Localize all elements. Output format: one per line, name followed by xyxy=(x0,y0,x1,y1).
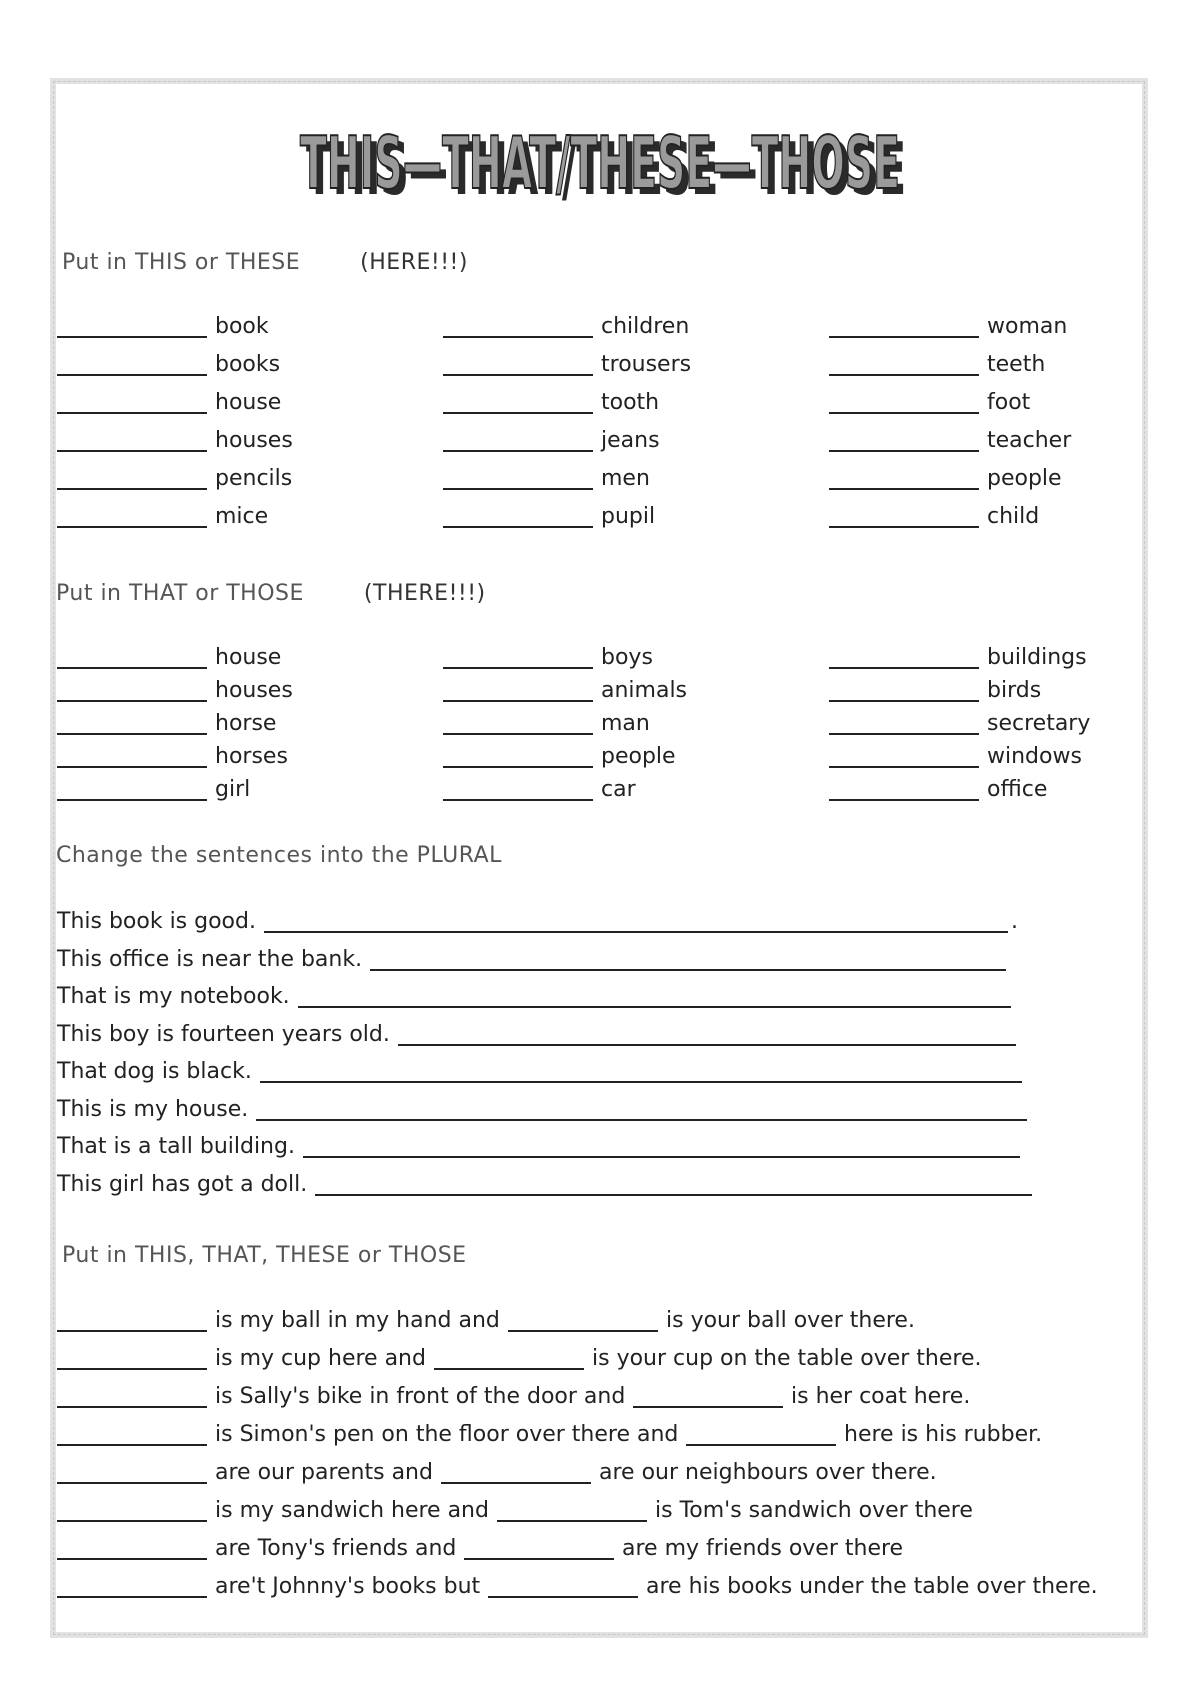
section1-instruction: Put in THIS or THESE (HERE!!!) xyxy=(62,250,468,275)
sentence-part: is your ball over there. xyxy=(666,1308,915,1333)
sentence-part: here is his rubber. xyxy=(844,1422,1043,1447)
answer-blank[interactable] xyxy=(443,766,593,768)
worksheet-title xyxy=(0,112,1200,212)
answer-blank[interactable] xyxy=(57,1482,207,1484)
sentence: This boy is fourteen years old. xyxy=(57,1022,390,1047)
sentence-answer-line[interactable] xyxy=(398,1044,1016,1046)
word-item: buildings xyxy=(987,645,1087,670)
answer-blank[interactable] xyxy=(443,450,593,452)
word-item: books xyxy=(215,352,281,377)
sentence-answer-line[interactable] xyxy=(303,1156,1020,1158)
section2-instruction: Put in THAT or THOSE (THERE!!!) xyxy=(56,581,486,606)
answer-blank[interactable] xyxy=(57,488,207,490)
word-item: birds xyxy=(987,678,1042,703)
word-item: horses xyxy=(215,744,288,769)
answer-blank[interactable] xyxy=(57,700,207,702)
answer-blank[interactable] xyxy=(633,1406,783,1408)
word-item: car xyxy=(601,777,636,802)
word-item: book xyxy=(215,314,269,339)
sentence-part: is my sandwich here and xyxy=(215,1498,489,1523)
word-item: animals xyxy=(601,678,688,703)
answer-blank[interactable] xyxy=(443,488,593,490)
word-item: people xyxy=(601,744,676,769)
sentence-answer-line[interactable] xyxy=(264,931,1008,933)
answer-blank[interactable] xyxy=(829,700,979,702)
word-item: houses xyxy=(215,678,293,703)
word-item: office xyxy=(987,777,1048,802)
word-item: tooth xyxy=(601,390,660,415)
answer-blank[interactable] xyxy=(443,412,593,414)
answer-blank[interactable] xyxy=(829,733,979,735)
answer-blank[interactable] xyxy=(829,766,979,768)
answer-blank[interactable] xyxy=(829,336,979,338)
word-item: foot xyxy=(987,390,1031,415)
answer-blank[interactable] xyxy=(57,412,207,414)
answer-blank[interactable] xyxy=(443,336,593,338)
word-item: mice xyxy=(215,504,269,529)
answer-blank[interactable] xyxy=(443,667,593,669)
answer-blank[interactable] xyxy=(57,374,207,376)
word-item: boys xyxy=(601,645,653,670)
answer-blank[interactable] xyxy=(441,1482,591,1484)
word-item: teacher xyxy=(987,428,1072,453)
word-item: horse xyxy=(215,711,277,736)
title-shadow: THIS—THAT/THESE—THOSE xyxy=(306,127,906,211)
answer-blank[interactable] xyxy=(57,766,207,768)
answer-blank[interactable] xyxy=(443,374,593,376)
answer-blank[interactable] xyxy=(497,1520,647,1522)
answer-blank[interactable] xyxy=(443,733,593,735)
answer-blank[interactable] xyxy=(829,488,979,490)
word-item: houses xyxy=(215,428,293,453)
sentence-answer-line[interactable] xyxy=(298,1006,1011,1008)
word-item: girl xyxy=(215,777,251,802)
answer-blank[interactable] xyxy=(57,336,207,338)
sentence-part: is your cup on the table over there. xyxy=(592,1346,982,1371)
word-item: pencils xyxy=(215,466,293,491)
answer-blank[interactable] xyxy=(829,374,979,376)
answer-blank[interactable] xyxy=(443,700,593,702)
section3-instruction: Change the sentences into the PLURAL xyxy=(56,843,502,868)
sentence: This is my house. xyxy=(57,1097,249,1122)
answer-blank[interactable] xyxy=(829,667,979,669)
sentence-answer-line[interactable] xyxy=(260,1081,1022,1083)
answer-blank[interactable] xyxy=(57,1406,207,1408)
answer-blank[interactable] xyxy=(829,412,979,414)
sentence-answer-line[interactable] xyxy=(315,1194,1032,1196)
sentence-part: are Tony's friends and xyxy=(215,1536,457,1561)
answer-blank[interactable] xyxy=(57,1368,207,1370)
word-item: children xyxy=(601,314,690,339)
answer-blank[interactable] xyxy=(57,450,207,452)
answer-blank[interactable] xyxy=(508,1330,658,1332)
word-item: house xyxy=(215,645,282,670)
answer-blank[interactable] xyxy=(434,1368,584,1370)
answer-blank[interactable] xyxy=(57,799,207,801)
sentence: This book is good. xyxy=(57,909,256,934)
word-item: pupil xyxy=(601,504,656,529)
answer-blank[interactable] xyxy=(57,1596,207,1598)
sentence-period: . xyxy=(1011,909,1018,934)
sentence-part: are't Johnny's books but xyxy=(215,1574,481,1599)
word-item: people xyxy=(987,466,1062,491)
sentence-answer-line[interactable] xyxy=(256,1119,1027,1121)
sentence-part: are our parents and xyxy=(215,1460,433,1485)
answer-blank[interactable] xyxy=(57,1558,207,1560)
sentence-part: is her coat here. xyxy=(791,1384,971,1409)
word-item: men xyxy=(601,466,650,491)
answer-blank[interactable] xyxy=(57,1520,207,1522)
answer-blank[interactable] xyxy=(488,1596,638,1598)
word-item: trousers xyxy=(601,352,692,377)
sentence-part: is my ball in my hand and xyxy=(215,1308,500,1333)
sentence-part: is my cup here and xyxy=(215,1346,426,1371)
answer-blank[interactable] xyxy=(57,667,207,669)
answer-blank[interactable] xyxy=(829,799,979,801)
word-item: woman xyxy=(987,314,1068,339)
answer-blank[interactable] xyxy=(57,1330,207,1332)
word-item: man xyxy=(601,711,650,736)
answer-blank[interactable] xyxy=(686,1444,836,1446)
sentence-part: are our neighbours over there. xyxy=(599,1460,937,1485)
sentence-part: are my friends over there xyxy=(622,1536,904,1561)
answer-blank[interactable] xyxy=(464,1558,614,1560)
sentence: That is my notebook. xyxy=(57,984,290,1009)
word-item: jeans xyxy=(601,428,660,453)
sentence-part: is Tom's sandwich over there xyxy=(655,1498,973,1523)
sentence: That dog is black. xyxy=(57,1059,252,1084)
sentence-part: is Simon's pen on the floor over there and xyxy=(215,1422,679,1447)
sentence: This office is near the bank. xyxy=(57,947,363,972)
answer-blank[interactable] xyxy=(829,450,979,452)
word-item: secretary xyxy=(987,711,1091,736)
sentence: That is a tall building. xyxy=(57,1134,295,1159)
answer-blank[interactable] xyxy=(57,1444,207,1446)
sentence-part: is Sally's bike in front of the door and xyxy=(215,1384,626,1409)
word-item: child xyxy=(987,504,1040,529)
answer-blank[interactable] xyxy=(443,526,593,528)
word-item: house xyxy=(215,390,282,415)
sentence-answer-line[interactable] xyxy=(370,969,1006,971)
answer-blank[interactable] xyxy=(57,733,207,735)
sentence-part: are his books under the table over there. xyxy=(646,1574,1098,1599)
word-item: teeth xyxy=(987,352,1046,377)
word-item: windows xyxy=(987,744,1082,769)
answer-blank[interactable] xyxy=(57,526,207,528)
section4-instruction: Put in THIS, THAT, THESE or THOSE xyxy=(62,1243,467,1268)
title-text: THIS—THAT/THESE—THOSE xyxy=(300,121,900,205)
answer-blank[interactable] xyxy=(443,799,593,801)
sentence: This girl has got a doll. xyxy=(57,1172,308,1197)
answer-blank[interactable] xyxy=(829,526,979,528)
